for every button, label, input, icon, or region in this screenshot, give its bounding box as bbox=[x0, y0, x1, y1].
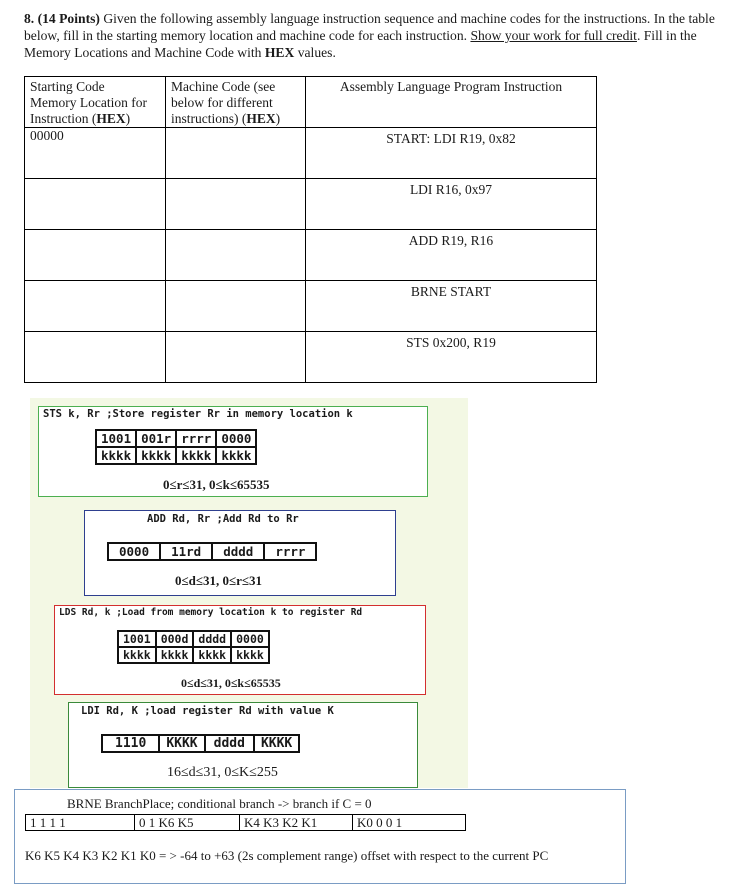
ldi-title: LDI Rd, K ;load register Rd with value K bbox=[81, 705, 334, 717]
answer-table bbox=[24, 76, 597, 383]
machine-code-cell[interactable] bbox=[166, 281, 306, 332]
instruction-cell: LDI R16, 0x97 bbox=[306, 179, 597, 230]
instruction-cell: BRNE START bbox=[306, 281, 597, 332]
instruction-cell: STS 0x200, R19 bbox=[306, 332, 597, 383]
question-body-2: . Fill in the Memory Locations and Machine Code with bbox=[24, 28, 697, 60]
question-hex: HEX bbox=[264, 45, 295, 60]
lds-encoding: 1001 000d dddd 0000 kkkk kkkk kkkk kkkk bbox=[117, 630, 270, 664]
add-title: ADD Rd, Rr ;Add Rd to Rr bbox=[147, 513, 299, 525]
address-cell[interactable]: 00000 bbox=[25, 128, 166, 179]
table-row bbox=[25, 128, 597, 179]
ldi-encoding: 1110 KKKK dddd KKKK bbox=[101, 734, 300, 753]
add-encoding: 0000 11rd dddd rrrr bbox=[107, 542, 317, 561]
sts-encoding: 1001 001r rrrr 0000 kkkk kkkk kkkk kkkk bbox=[95, 429, 257, 465]
question-text bbox=[24, 10, 724, 61]
question-body-1: Given the following assembly language instruction sequence and machine codes for the instructions. In the table below, fill in the starting memory location and machine code for each instruction. bbox=[24, 11, 715, 43]
machine-code-cell[interactable] bbox=[166, 128, 306, 179]
question-body-3: values. bbox=[294, 45, 336, 60]
sts-title: STS k, Rr ;Store register Rr in memory location k bbox=[43, 408, 353, 420]
table-header-row bbox=[25, 77, 597, 128]
table-row bbox=[25, 332, 597, 383]
brne-note: K6 K5 K4 K3 K2 K1 K0 = > -64 to +63 (2s complement range) offset with respect to the current PC bbox=[25, 848, 549, 863]
table-row bbox=[25, 281, 597, 332]
sts-reference-box bbox=[38, 406, 428, 497]
address-cell[interactable] bbox=[25, 179, 166, 230]
ldi-reference-box bbox=[68, 702, 418, 788]
add-range: 0≤d≤31, 0≤r≤31 bbox=[175, 573, 263, 588]
brne-title: BRNE BranchPlace; conditional branch -> branch if C = 0 bbox=[67, 796, 372, 811]
address-cell[interactable] bbox=[25, 281, 166, 332]
address-cell[interactable] bbox=[25, 230, 166, 281]
lds-reference-box bbox=[54, 605, 426, 695]
sts-range: 0≤r≤31, 0≤k≤65535 bbox=[163, 477, 270, 492]
header-memory-location: Starting Code Memory Location for Instruction (HEX) bbox=[25, 77, 166, 128]
table-row bbox=[25, 179, 597, 230]
machine-code-cell[interactable] bbox=[166, 179, 306, 230]
question-points: (14 Points) bbox=[37, 11, 100, 26]
instruction-cell: START: LDI R19, 0x82 bbox=[306, 128, 597, 179]
brne-reference-box bbox=[14, 789, 626, 884]
instruction-cell: ADD R19, R16 bbox=[306, 230, 597, 281]
question-underlined: Show your work for full credit bbox=[470, 28, 637, 43]
header-assembly-instruction: Assembly Language Program Instruction bbox=[306, 77, 597, 128]
lds-title: LDS Rd, k ;Load from memory location k to register Rd bbox=[59, 607, 363, 618]
table-row bbox=[25, 230, 597, 281]
lds-range: 0≤d≤31, 0≤k≤65535 bbox=[181, 676, 281, 690]
ldi-range: 16≤d≤31, 0≤K≤255 bbox=[167, 765, 278, 780]
add-reference-box bbox=[84, 510, 396, 596]
question-number: 8. bbox=[24, 11, 35, 26]
machine-code-cell[interactable] bbox=[166, 230, 306, 281]
address-cell[interactable] bbox=[25, 332, 166, 383]
header-machine-code: Machine Code (see below for different instructions) (HEX) bbox=[166, 77, 306, 128]
machine-code-cell[interactable] bbox=[166, 332, 306, 383]
brne-encoding: 1 1 1 1 0 1 K6 K5 K4 K3 K2 K1 K0 0 0 1 bbox=[25, 814, 466, 831]
